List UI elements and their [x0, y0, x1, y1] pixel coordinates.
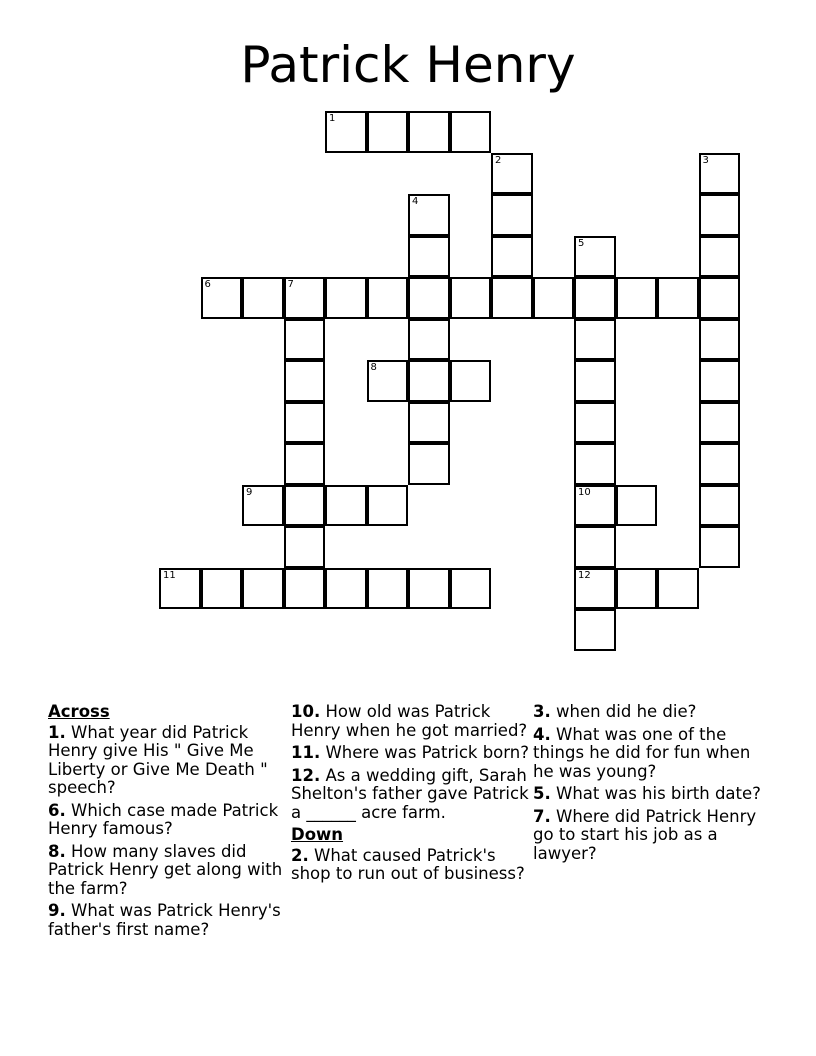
clue-across-10	[291, 703, 529, 740]
grid-cell[interactable]	[284, 319, 326, 361]
clue-number: 7.	[533, 806, 551, 826]
grid-cell[interactable]	[325, 277, 367, 319]
grid-cell[interactable]	[616, 277, 658, 319]
grid-cell[interactable]	[284, 360, 326, 402]
clue-text: How old was Patrick Henry when he got married?	[291, 702, 528, 740]
grid-cell[interactable]	[533, 277, 575, 319]
grid-cell[interactable]	[408, 402, 450, 444]
grid-cell[interactable]	[574, 526, 616, 568]
clue-down-7	[533, 808, 773, 864]
grid-cell[interactable]	[284, 485, 326, 527]
grid-cell[interactable]	[699, 153, 741, 195]
grid-cell[interactable]	[574, 402, 616, 444]
cell-number: 4	[412, 196, 419, 207]
clue-column-3	[533, 703, 773, 867]
grid-cell[interactable]	[367, 360, 409, 402]
grid-cell[interactable]	[367, 485, 409, 527]
cell-number: 11	[163, 569, 176, 581]
grid-cell[interactable]	[574, 360, 616, 402]
grid-cell[interactable]	[408, 360, 450, 402]
clue-across-12	[291, 767, 529, 823]
grid-cell[interactable]	[491, 236, 533, 278]
grid-cell[interactable]	[699, 277, 741, 319]
grid-cell[interactable]	[699, 443, 741, 485]
grid-cell[interactable]	[367, 277, 409, 319]
grid-cell[interactable]	[450, 568, 492, 610]
cell-number: 10	[578, 486, 591, 498]
grid-cell[interactable]	[574, 236, 616, 278]
clue-number: 12.	[291, 765, 321, 785]
grid-cell[interactable]	[491, 277, 533, 319]
clue-across-8	[48, 843, 286, 899]
grid-cell[interactable]	[325, 111, 367, 153]
grid-cell[interactable]	[699, 526, 741, 568]
grid-cell[interactable]	[408, 443, 450, 485]
clue-down-3	[533, 703, 773, 722]
cell-number: 5	[578, 237, 585, 249]
grid-cell[interactable]	[408, 568, 450, 610]
clue-number: 4.	[533, 724, 551, 744]
grid-cell[interactable]	[574, 568, 616, 610]
grid-cell[interactable]	[408, 194, 450, 236]
clue-down-4	[533, 726, 773, 782]
grid-cell[interactable]	[699, 236, 741, 278]
grid-cell[interactable]	[284, 526, 326, 568]
cell-number: 12	[578, 569, 591, 581]
clue-across-6	[48, 802, 286, 839]
grid-cell[interactable]	[574, 485, 616, 527]
grid-cell[interactable]	[616, 485, 658, 527]
cell-number: 1	[329, 113, 336, 124]
grid-cell[interactable]	[408, 111, 450, 153]
grid-cell[interactable]	[242, 568, 284, 610]
cell-number: 3	[702, 154, 709, 166]
across-heading: Across	[48, 702, 110, 721]
cell-number: 6	[204, 279, 211, 290]
grid-cell[interactable]	[242, 277, 284, 319]
clue-text: As a wedding gift, Sarah Shelton's father gave Patrick a ______ acre farm.	[291, 765, 529, 822]
clue-text: Which case made Patrick Henry famous?	[48, 800, 279, 838]
grid-cell[interactable]	[325, 568, 367, 610]
grid-cell[interactable]	[491, 194, 533, 236]
clue-number: 5.	[533, 784, 551, 803]
clue-text: when did he die?	[556, 702, 697, 721]
clue-number: 9.	[48, 901, 66, 920]
cell-number: 9	[246, 486, 253, 498]
grid-cell[interactable]	[699, 485, 741, 527]
clue-text: What caused Patrick's shop to run out of business?	[291, 845, 525, 883]
grid-cell[interactable]	[657, 277, 699, 319]
grid-cell[interactable]	[491, 153, 533, 195]
clue-number: 3.	[533, 702, 551, 721]
grid-cell[interactable]	[242, 485, 284, 527]
clue-number: 11.	[291, 743, 321, 762]
clue-text: What was one of the things he did for fun when he was young?	[533, 724, 751, 781]
clue-across-9	[48, 902, 286, 939]
clue-across-11	[291, 744, 529, 763]
clue-column-2	[291, 703, 529, 888]
clue-column-1	[48, 703, 286, 943]
clue-text: Where did Patrick Henry go to start his job as a lawyer?	[533, 806, 757, 863]
cell-number: 2	[495, 154, 502, 166]
grid-cell[interactable]	[616, 568, 658, 610]
grid-cell[interactable]	[699, 402, 741, 444]
clue-down-5	[533, 785, 773, 804]
grid-cell[interactable]	[450, 360, 492, 402]
grid-cell[interactable]	[367, 568, 409, 610]
grid-cell[interactable]	[699, 360, 741, 402]
grid-cell[interactable]	[450, 277, 492, 319]
grid-cell[interactable]	[284, 443, 326, 485]
grid-cell[interactable]	[159, 568, 201, 610]
clue-text: What year did Patrick Henry give His " Give Me Liberty or Give Me Death " speech?	[48, 722, 268, 797]
grid-cell[interactable]	[201, 277, 243, 319]
grid-cell[interactable]	[408, 319, 450, 361]
grid-cell[interactable]	[450, 111, 492, 153]
clue-down-2	[291, 847, 529, 884]
clue-text: What was his birth date?	[556, 784, 761, 803]
grid-cell[interactable]	[574, 443, 616, 485]
grid-cell[interactable]	[699, 194, 741, 236]
clue-number: 2.	[291, 845, 309, 865]
cell-number: 7	[287, 279, 294, 290]
clue-text: What was Patrick Henry's father's first name?	[48, 901, 281, 939]
down-heading: Down	[291, 825, 344, 844]
page-title: Patrick Henry	[240, 36, 576, 94]
clue-across-1	[48, 724, 286, 798]
grid-cell[interactable]	[284, 568, 326, 610]
cell-number: 8	[370, 362, 377, 373]
grid-cell[interactable]	[574, 319, 616, 361]
clue-number: 10.	[291, 702, 321, 721]
clue-text: How many slaves did Patrick Henry get along with the farm?	[48, 841, 283, 898]
grid-cell[interactable]	[699, 319, 741, 361]
grid-cell[interactable]	[201, 568, 243, 610]
grid-cell[interactable]	[325, 485, 367, 527]
grid-cell[interactable]	[367, 111, 409, 153]
grid-cell[interactable]	[284, 402, 326, 444]
grid-cell[interactable]	[408, 277, 450, 319]
grid-cell[interactable]	[408, 236, 450, 278]
grid-cell[interactable]	[284, 277, 326, 319]
clue-number: 6.	[48, 800, 66, 820]
grid-cell[interactable]	[574, 609, 616, 651]
grid-cell[interactable]	[574, 277, 616, 319]
clue-number: 1.	[48, 722, 66, 742]
clue-number: 8.	[48, 841, 66, 861]
clue-text: Where was Patrick born?	[325, 743, 529, 762]
grid-cell[interactable]	[657, 568, 699, 610]
